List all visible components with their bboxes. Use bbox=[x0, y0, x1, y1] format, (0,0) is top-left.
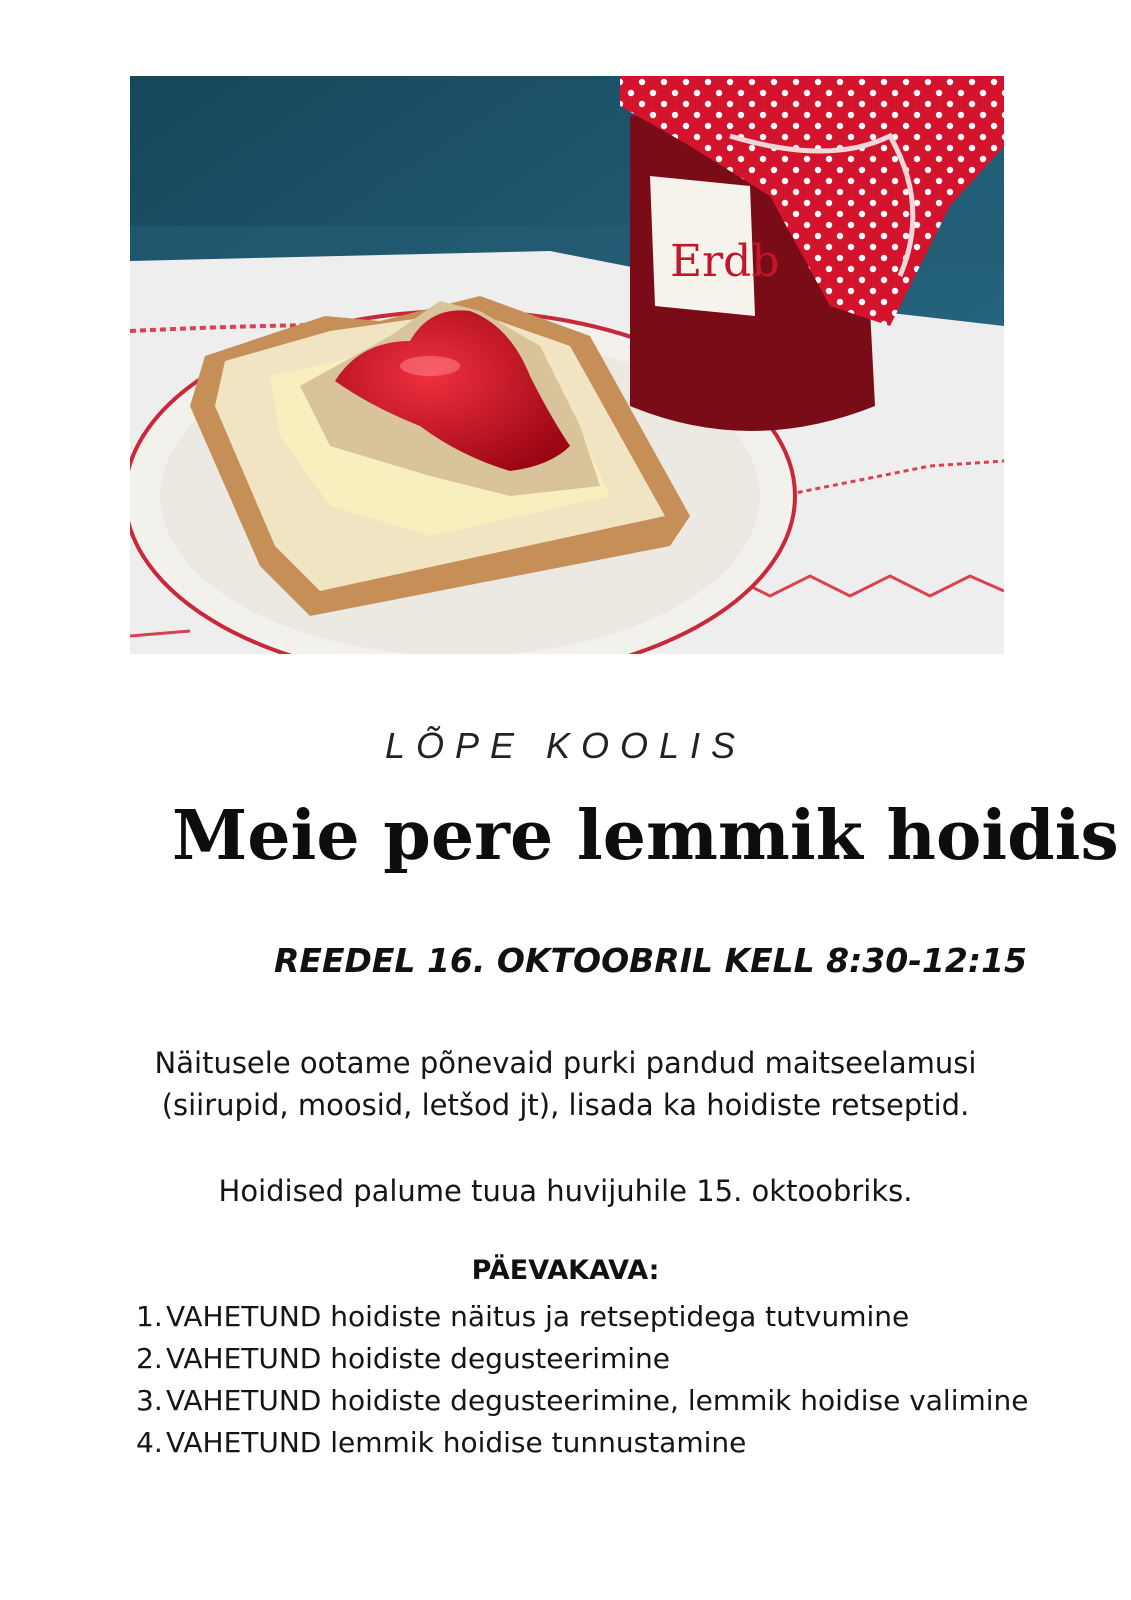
page-title: Meie pere lemmik hoidis bbox=[172, 796, 1119, 876]
agenda-item-text: VAHETUND hoidiste degusteerimine bbox=[166, 1342, 671, 1375]
jam-toast-photo bbox=[130, 76, 1004, 654]
delivery-note: Hoidised palume tuua huvijuhile 15. oktoobriks. bbox=[218, 1174, 913, 1208]
agenda-item-number: 2. bbox=[136, 1342, 163, 1375]
agenda-item bbox=[136, 1422, 1036, 1464]
subtitle: LÕPE KOOLIS bbox=[384, 725, 747, 766]
agenda-item-number: 1. bbox=[136, 1300, 163, 1333]
agenda-list bbox=[136, 1296, 1036, 1464]
agenda-item bbox=[136, 1296, 1036, 1338]
description-line: (siirupid, moosid, letšod jt), lisada ka hoidiste retseptid. bbox=[161, 1088, 970, 1122]
event-date: REEDEL 16. OKTOOBRIL KELL 8:30-12:15 bbox=[274, 941, 1027, 980]
agenda-item-text: VAHETUND hoidiste näitus ja retseptidega tutvumine bbox=[166, 1300, 910, 1333]
description-line: Näitusele ootame põnevaid purki pandud maitseelamusi bbox=[154, 1046, 977, 1080]
agenda-item-number: 3. bbox=[136, 1384, 163, 1417]
agenda-item bbox=[136, 1338, 1036, 1380]
agenda-item bbox=[136, 1380, 1036, 1422]
agenda-item-text: VAHETUND lemmik hoidise tunnustamine bbox=[166, 1426, 747, 1459]
agenda-item-number: 4. bbox=[136, 1426, 163, 1459]
agenda-title: PÄEVAKAVA: bbox=[471, 1255, 660, 1286]
jar-label-text: Erdb bbox=[670, 236, 780, 287]
description-paragraph bbox=[0, 1042, 1131, 1126]
agenda-item-text: VAHETUND hoidiste degusteerimine, lemmik hoidise valimine bbox=[166, 1384, 1029, 1417]
